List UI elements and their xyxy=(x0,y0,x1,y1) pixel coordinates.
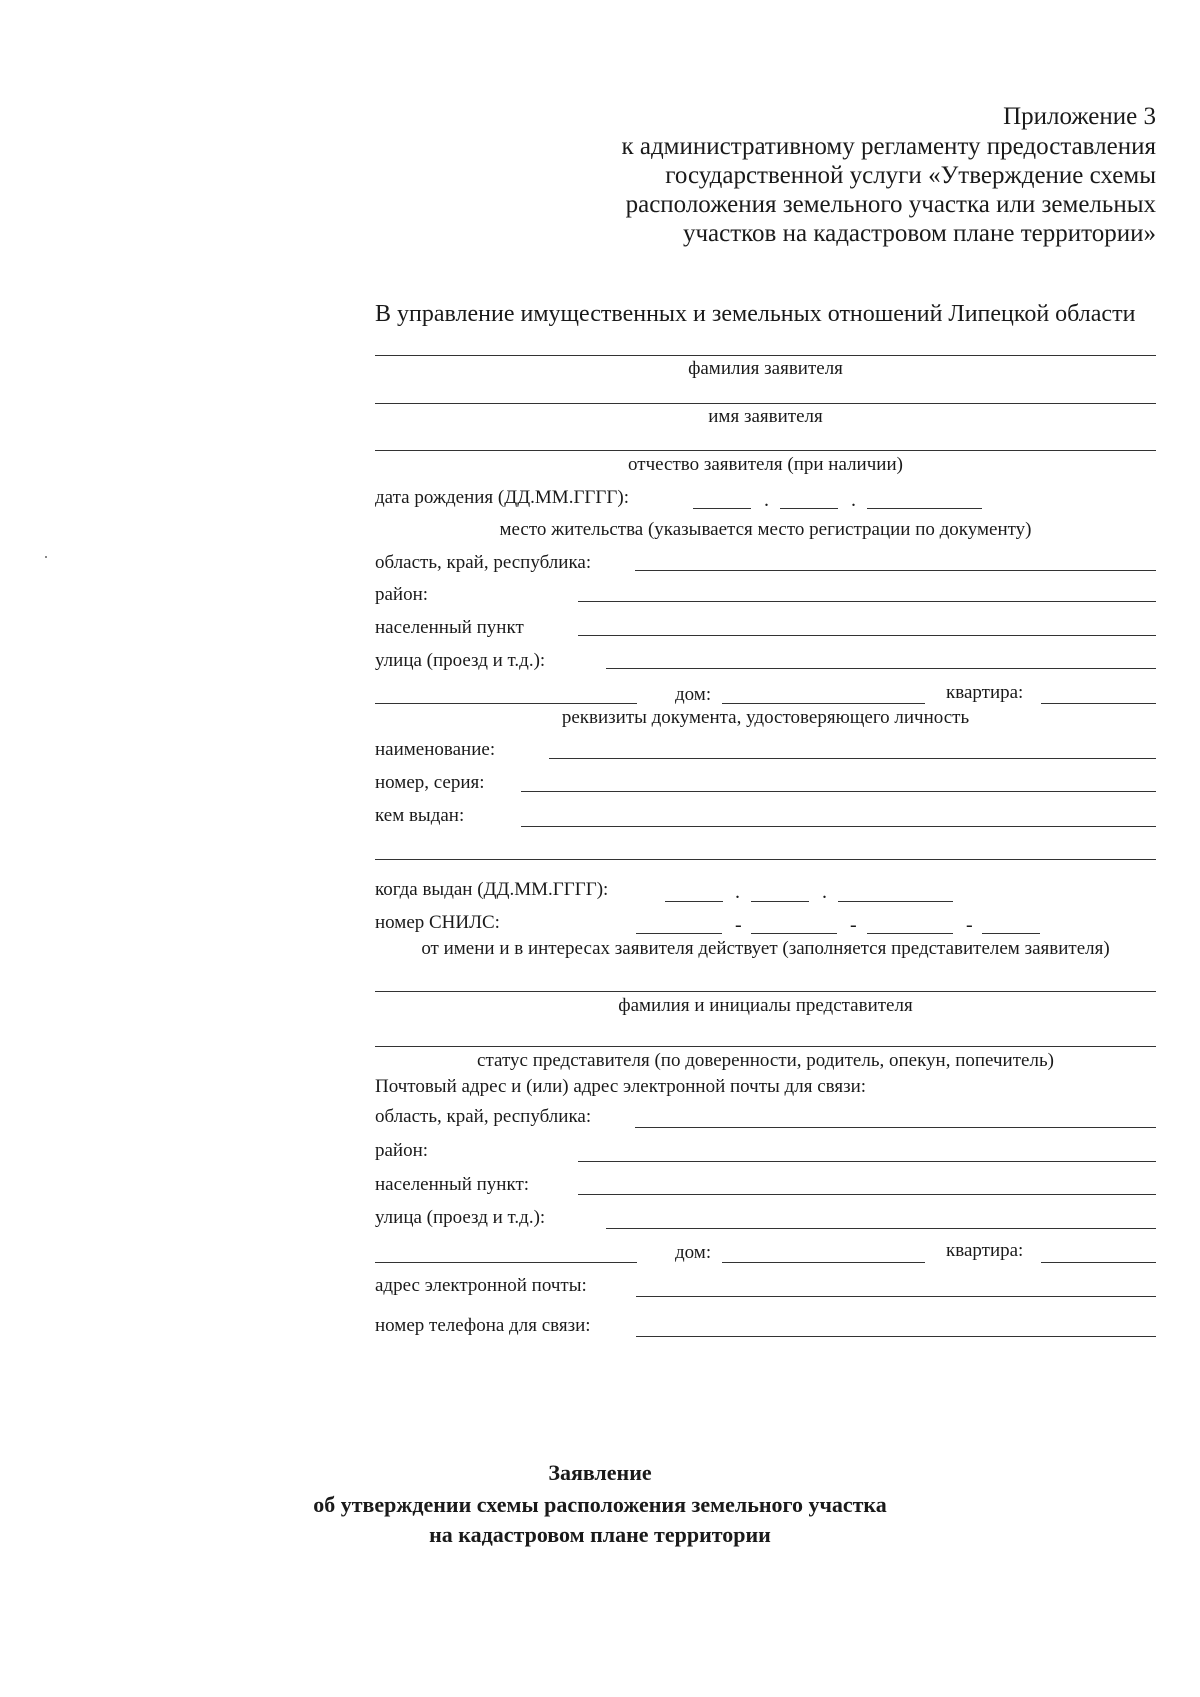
email-field[interactable] xyxy=(636,1296,1156,1297)
document-number-field[interactable] xyxy=(521,791,1156,792)
residence-street-field[interactable] xyxy=(606,668,1156,669)
residence-region-label: область, край, республика: xyxy=(375,552,592,573)
surname-caption: фамилия заявителя xyxy=(688,358,843,379)
document-name-label: наименование: xyxy=(375,739,496,760)
appendix-line-3: государственной услуги «Утверждение схемы xyxy=(665,162,1156,189)
snils-part-3-field[interactable] xyxy=(867,933,953,934)
addressee: В управление имущественных и земельных отношений Липецкой области xyxy=(375,301,1136,327)
document-number-label: номер, серия: xyxy=(375,772,485,793)
residence-district-label: район: xyxy=(375,584,429,605)
birth-month-field[interactable] xyxy=(780,508,838,509)
postal-street-continued-field[interactable] xyxy=(375,1262,637,1263)
document-issued-by-continued-field[interactable] xyxy=(375,859,1156,860)
birth-day-field[interactable] xyxy=(693,508,751,509)
statement-subtitle-line-1: об утверждении схемы расположения земельного участка xyxy=(313,1492,887,1517)
document-issued-by-field[interactable] xyxy=(521,826,1156,827)
representative-intro: от имени и в интересах заявителя действует (заполняется представителем заявителя) xyxy=(421,938,1110,959)
issue-month-field[interactable] xyxy=(751,901,809,902)
date-dot-separator: . xyxy=(822,881,827,903)
representative-name-field[interactable] xyxy=(375,991,1156,992)
residence-region-field[interactable] xyxy=(635,570,1156,571)
appendix-line-5: участков на кадастровом плане территории» xyxy=(682,220,1156,247)
identity-document-caption: реквизиты документа, удостоверяющего личность xyxy=(561,707,970,728)
representative-name-caption: фамилия и инициалы представителя xyxy=(618,995,913,1016)
name-caption: имя заявителя xyxy=(708,406,823,427)
birth-date-label: дата рождения (ДД.ММ.ГГГГ): xyxy=(375,487,629,508)
patronymic-field[interactable] xyxy=(375,450,1156,451)
representative-status-field[interactable] xyxy=(375,1046,1156,1047)
issue-year-field[interactable] xyxy=(838,901,953,902)
patronymic-caption: отчество заявителя (при наличии) xyxy=(628,454,903,475)
postal-region-label: область, край, республика: xyxy=(375,1106,592,1127)
surname-field[interactable] xyxy=(375,355,1156,356)
residence-district-field[interactable] xyxy=(578,601,1156,602)
representative-status-caption: статус представителя (по доверенности, родитель, опекун, попечитель) xyxy=(477,1050,1054,1071)
birth-year-field[interactable] xyxy=(867,508,982,509)
postal-house-field[interactable] xyxy=(722,1262,925,1263)
residence-locality-field[interactable] xyxy=(578,635,1156,636)
document-issued-by-label: кем выдан: xyxy=(375,805,465,826)
phone-field[interactable] xyxy=(636,1336,1156,1337)
residence-house-field[interactable] xyxy=(722,703,925,704)
email-label: адрес электронной почты: xyxy=(375,1275,587,1296)
snils-part-2-field[interactable] xyxy=(751,933,837,934)
phone-label: номер телефона для связи: xyxy=(375,1315,591,1336)
postal-street-label: улица (проезд и т.д.): xyxy=(375,1207,546,1228)
postal-apartment-field[interactable] xyxy=(1041,1262,1156,1263)
snils-part-4-field[interactable] xyxy=(982,933,1040,934)
date-dot-separator: . xyxy=(735,881,740,903)
postal-house-label: дом: xyxy=(675,1242,712,1263)
snils-part-1-field[interactable] xyxy=(636,933,722,934)
residence-street-continued-field[interactable] xyxy=(375,703,637,704)
postal-district-label: район: xyxy=(375,1140,429,1161)
appendix-number: Приложение 3 xyxy=(1003,103,1156,130)
postal-apartment-label: квартира: xyxy=(946,1240,1024,1261)
postal-locality-label: населенный пункт: xyxy=(375,1174,530,1195)
date-dot-separator: . xyxy=(764,489,769,511)
statement-title: Заявление xyxy=(548,1460,652,1485)
residence-apartment-label: квартира: xyxy=(946,682,1024,703)
snils-dash-separator: - xyxy=(850,914,857,936)
residence-locality-label: населенный пункт xyxy=(375,617,524,638)
residence-apartment-field[interactable] xyxy=(1041,703,1156,704)
statement-subtitle-line-2: на кадастровом плане территории xyxy=(429,1522,771,1547)
document-name-field[interactable] xyxy=(549,758,1156,759)
postal-intro: Почтовый адрес и (или) адрес электронной почты для связи: xyxy=(375,1076,867,1097)
snils-dash-separator: - xyxy=(966,914,973,936)
issue-day-field[interactable] xyxy=(665,901,723,902)
snils-dash-separator: - xyxy=(735,914,742,936)
name-field[interactable] xyxy=(375,403,1156,404)
postal-street-field[interactable] xyxy=(606,1228,1156,1229)
date-dot-separator: . xyxy=(851,489,856,511)
postal-district-field[interactable] xyxy=(578,1161,1156,1162)
postal-locality-field[interactable] xyxy=(578,1194,1156,1195)
residence-caption: место жительства (указывается место регистрации по документу) xyxy=(499,519,1032,540)
residence-house-label: дом: xyxy=(675,684,712,705)
appendix-line-2: к административному регламенту предоставления xyxy=(621,133,1156,160)
appendix-line-4: расположения земельного участка или земельных xyxy=(625,191,1156,218)
residence-street-label: улица (проезд и т.д.): xyxy=(375,650,546,671)
document-issue-date-label: когда выдан (ДД.ММ.ГГГГ): xyxy=(375,879,609,900)
scan-speck xyxy=(45,556,47,558)
snils-label: номер СНИЛС: xyxy=(375,912,500,933)
postal-region-field[interactable] xyxy=(635,1127,1156,1128)
